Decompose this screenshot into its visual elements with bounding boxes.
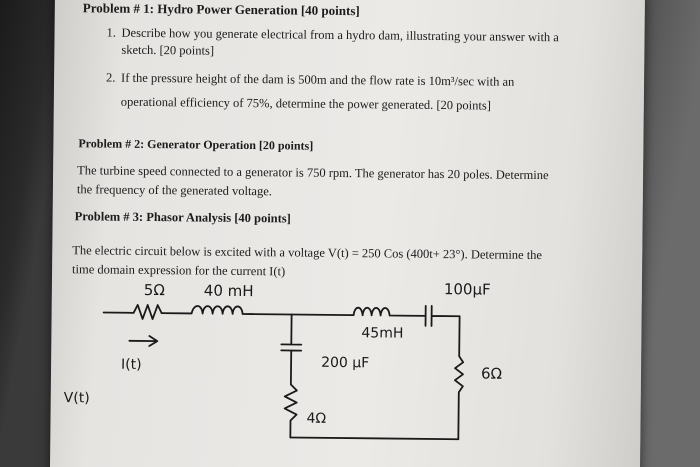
capacitor-100uF (410, 306, 460, 327)
bottom-wire (290, 437, 458, 439)
problem1-item2-number: 2. (106, 70, 116, 85)
inductor-40mH (162, 306, 252, 314)
label-voltage: V(t) (63, 390, 90, 407)
label-r1: 5Ω (143, 280, 165, 300)
problem1-item2-line2: operational efficiency of 75%, determine the power generated. [20 points] (120, 94, 492, 113)
inductor-45mH (352, 308, 410, 316)
label-c2: 200 μF (321, 354, 370, 372)
problem3-line2: time domain expression for the current I(t) (72, 262, 286, 279)
label-r2: 4Ω (306, 410, 327, 427)
current-arrow (129, 336, 157, 346)
problem1-item2-line1: If the pressure height of the dam is 500m and the flow rate is 10m³/sec with an (121, 70, 515, 89)
resistor-5-ohm (134, 305, 162, 319)
problem1-item1-line2: sketch. [20 points] (121, 42, 215, 58)
problem1-title: Problem # 1: Hydro Power Generation [40 points] (82, 0, 360, 19)
problem2-line1: The turbine speed connected to a generator is 750 rpm. The generator has 20 poles. Determine (77, 163, 549, 183)
problem2-line2: the frequency of the generated voltage. (76, 182, 273, 199)
problem1-item1-line1: Describe how you generate electrical from a hydro dam, illustrating your answer with a (121, 25, 559, 45)
problem1-item1-number: 1. (106, 25, 117, 40)
capacitor-200uF-and-resistor-4-ohm (280, 314, 301, 437)
problem2-title: Problem # 2: Generator Operation [20 points] (78, 136, 314, 153)
worksheet-page (50, 0, 645, 467)
label-current: I(t) (120, 356, 142, 373)
circuit-diagram (50, 0, 645, 467)
label-r3: 6Ω (480, 364, 503, 383)
resistor-6-ohm (454, 316, 463, 439)
top-wire (252, 314, 352, 315)
problem3-line1: The electric circuit below is excited with a voltage V(t) = 250 Cos (400t+ 23°). Determine the (72, 243, 543, 263)
label-l1: 40 mH (203, 281, 254, 301)
problem3-title: Problem # 3: Phasor Analysis [40 points] (74, 209, 291, 226)
label-c1: 100μF (443, 280, 491, 299)
label-l2: 45mH (361, 325, 404, 342)
